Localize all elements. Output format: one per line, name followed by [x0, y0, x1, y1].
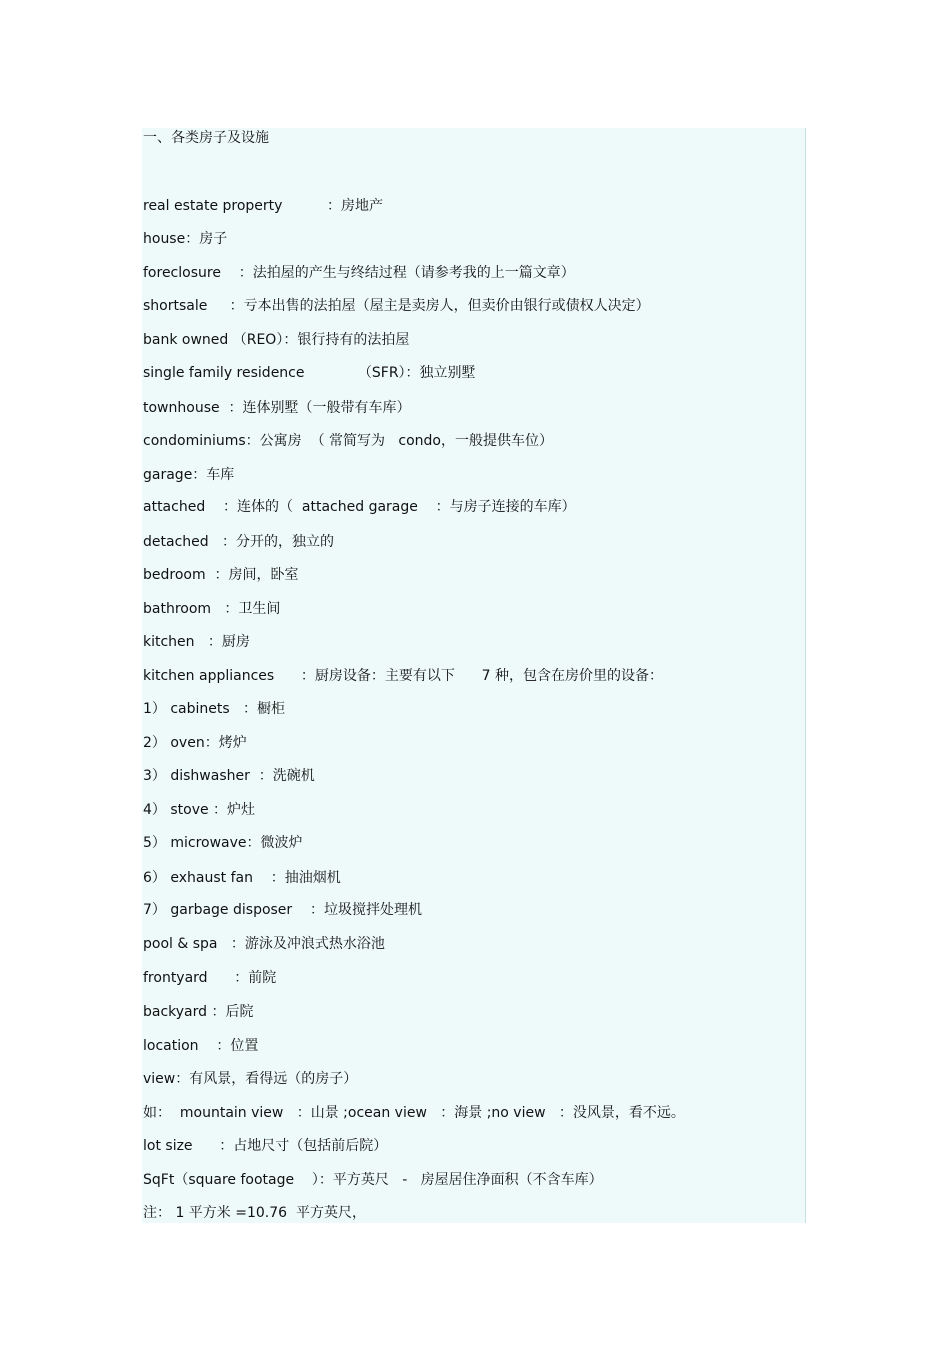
text-line: single family residence （SFR）：独立别墅 — [143, 365, 476, 381]
text-line: foreclosure ：法拍屋的产生与终结过程（请参考我的上一篇文章） — [143, 265, 575, 281]
list-item: 5） microwave：微波炉 — [143, 835, 303, 851]
text-line: kitchen appliances ：厨房设备：主要有以下 7 种，包含在房价里的设备： — [143, 668, 663, 684]
text-line: frontyard ：前院 — [143, 970, 277, 986]
list-item: 4） stove ：炉灶 — [143, 802, 256, 818]
text-line: bathroom ：卫生间 — [143, 601, 281, 617]
list-item: 1） cabinets ：橱柜 — [143, 701, 286, 717]
text-line: condominiums：公寓房 （ 常简写为 condo，一般提供车位） — [143, 433, 553, 449]
text-line: SqFt（square footage ）：平方英尺 - 房屋居住净面积（不含车库） — [143, 1172, 603, 1188]
text-line: 注： 1 平方米 =10.76 平方英尺， — [143, 1205, 366, 1221]
text-line: garage：车库 — [143, 467, 235, 483]
text-line: backyard ：后院 — [143, 1004, 254, 1020]
text-line: house：房子 — [143, 231, 228, 247]
text-line: bank owned （REO）：银行持有的法拍屋 — [143, 332, 410, 348]
text-line: location ：位置 — [143, 1038, 259, 1054]
text-line: shortsale ：亏本出售的法拍屋（屋主是卖房人，但卖价由银行或债权人决定） — [143, 298, 650, 314]
list-item: 7） garbage disposer ：垃圾搅拌处理机 — [143, 902, 422, 918]
list-item: 6） exhaust fan ：抽油烟机 — [143, 870, 341, 886]
text-line: lot size ：占地尺寸（包括前后院） — [143, 1138, 388, 1154]
text-line: townhouse ：连体别墅（一般带有车库） — [143, 400, 411, 416]
list-item: 3） dishwasher ：洗碗机 — [143, 768, 315, 784]
list-item: 2） oven：烤炉 — [143, 735, 247, 751]
text-line: 如： mountain view ：山景 ;ocean view ：海景 ;no view ：没风景，看不远。 — [143, 1105, 685, 1121]
text-line: kitchen ：厨房 — [143, 634, 250, 650]
text-line: detached ：分开的，独立的 — [143, 534, 334, 550]
text-line: view：有风景，看得远（的房子） — [143, 1071, 358, 1087]
text-line: bedroom ：房间，卧室 — [143, 567, 299, 583]
text-line: real estate property ：房地产 — [143, 198, 383, 214]
section-heading: 一、各类房子及设施 — [143, 130, 269, 146]
text-line: attached ：连体的（ attached garage ：与房子连接的车库） — [143, 499, 576, 515]
text-line: pool & spa ：游泳及冲浪式热水浴池 — [143, 936, 385, 952]
